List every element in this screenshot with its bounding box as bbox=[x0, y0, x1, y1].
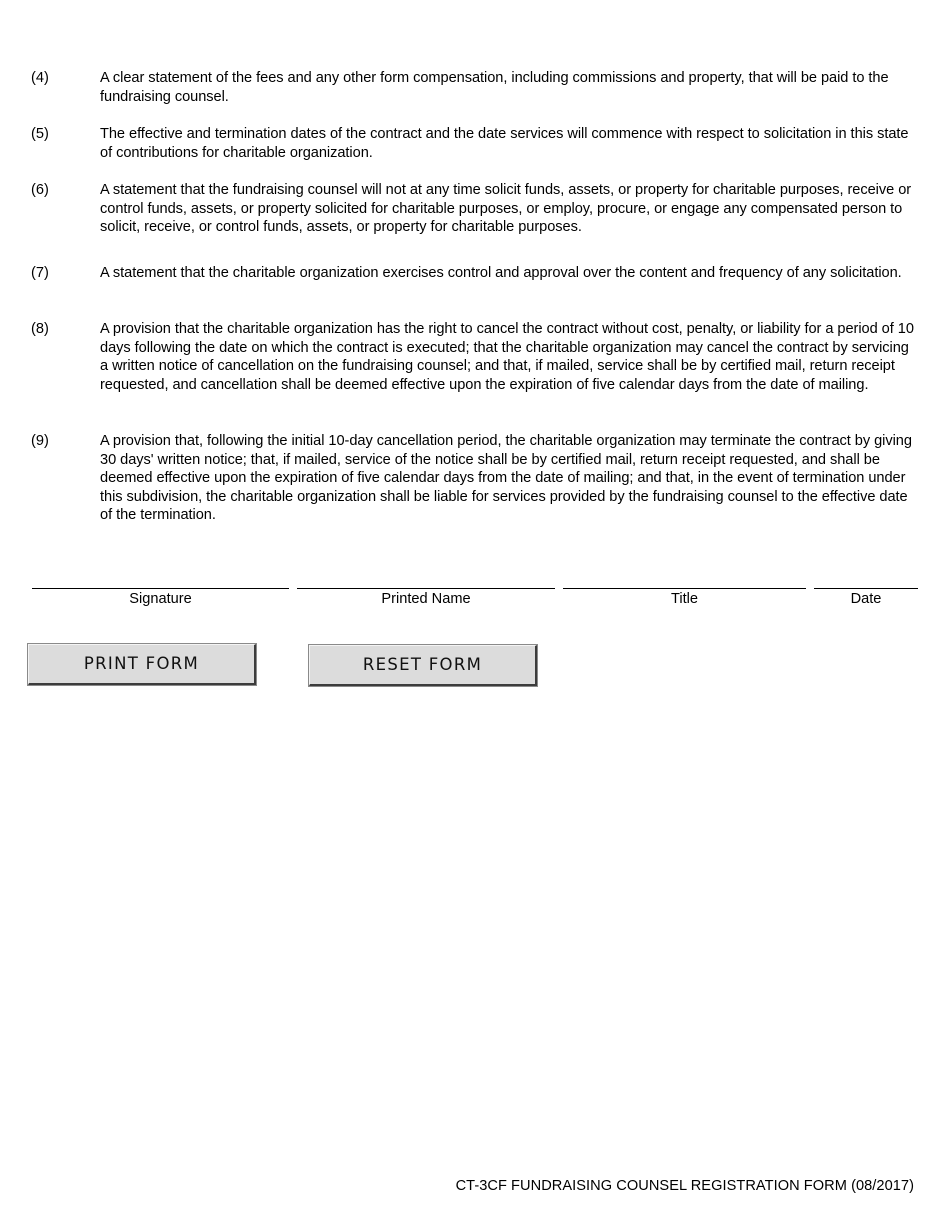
provision-number: (5) bbox=[31, 126, 49, 142]
provision-text: A clear statement of the fees and any other form compensation, including commissions and property, that will be paid to the fundraising counsel. bbox=[100, 70, 889, 105]
title-label: Title bbox=[670, 591, 699, 607]
print-form-button[interactable]: PRINT FORM bbox=[28, 644, 256, 685]
date-label: Date bbox=[850, 591, 882, 607]
printed-name-label: Printed Name bbox=[381, 591, 471, 607]
provision-text: A provision that, following the initial 10-day cancellation period, the charitable organization may terminate the contract by giving 30 days' written notice; that, if mailed, service of the notice shall be by certified mail, return receipt requested, and shall be deemed effective upon the expiration of five calendar days from the date of mailing; and that, in the event of termination under this subdivision, the charitable organization shall be liable for services provided by the fundraising counsel to the effective date of the termination. bbox=[100, 433, 912, 524]
provision-number: (7) bbox=[31, 265, 49, 281]
provision-number: (9) bbox=[31, 433, 49, 449]
provision-number: (4) bbox=[31, 70, 49, 86]
provision-text: A provision that the charitable organization has the right to cancel the contract without cost, penalty, or liability for a period of 10 days following the date on which the contract is executed; that the charitable organization may cancel the contract by servicing a written notice of cancellation on the fundraising counsel; and that, if mailed, service shall be by certified mail, return receipt requested, and cancellation shall be deemed effective upon the expiration of five calendar days from the date of mailing. bbox=[100, 321, 914, 393]
signature-label: Signature bbox=[129, 591, 192, 607]
provision-text: A statement that the fundraising counsel will not at any time solicit funds, assets, or property for charitable purposes, receive or control funds, assets, or property solicited for charitable purposes, or employ, procure, or engage any compensated person to solicit, receive, or control funds, assets, or property for charitable purposes. bbox=[100, 182, 912, 236]
reset-form-button[interactable]: RESET FORM bbox=[309, 645, 537, 686]
provision-number: (6) bbox=[31, 182, 49, 198]
signature-field[interactable] bbox=[32, 588, 289, 612]
provision-text: The effective and termination dates of the contract and the date services will commence with respect to solicitation in this state of contributions for charitable organization. bbox=[100, 126, 909, 161]
printed-name-field[interactable] bbox=[297, 588, 555, 612]
title-field[interactable] bbox=[563, 588, 806, 612]
provision-text: A statement that the charitable organization exercises control and approval over the content and frequency of any solicitation. bbox=[100, 265, 902, 281]
date-field[interactable] bbox=[814, 588, 918, 612]
form-footer-id: CT-3CF FUNDRAISING COUNSEL REGISTRATION FORM (08/2017) bbox=[455, 1178, 914, 1194]
provision-number: (8) bbox=[31, 321, 49, 337]
